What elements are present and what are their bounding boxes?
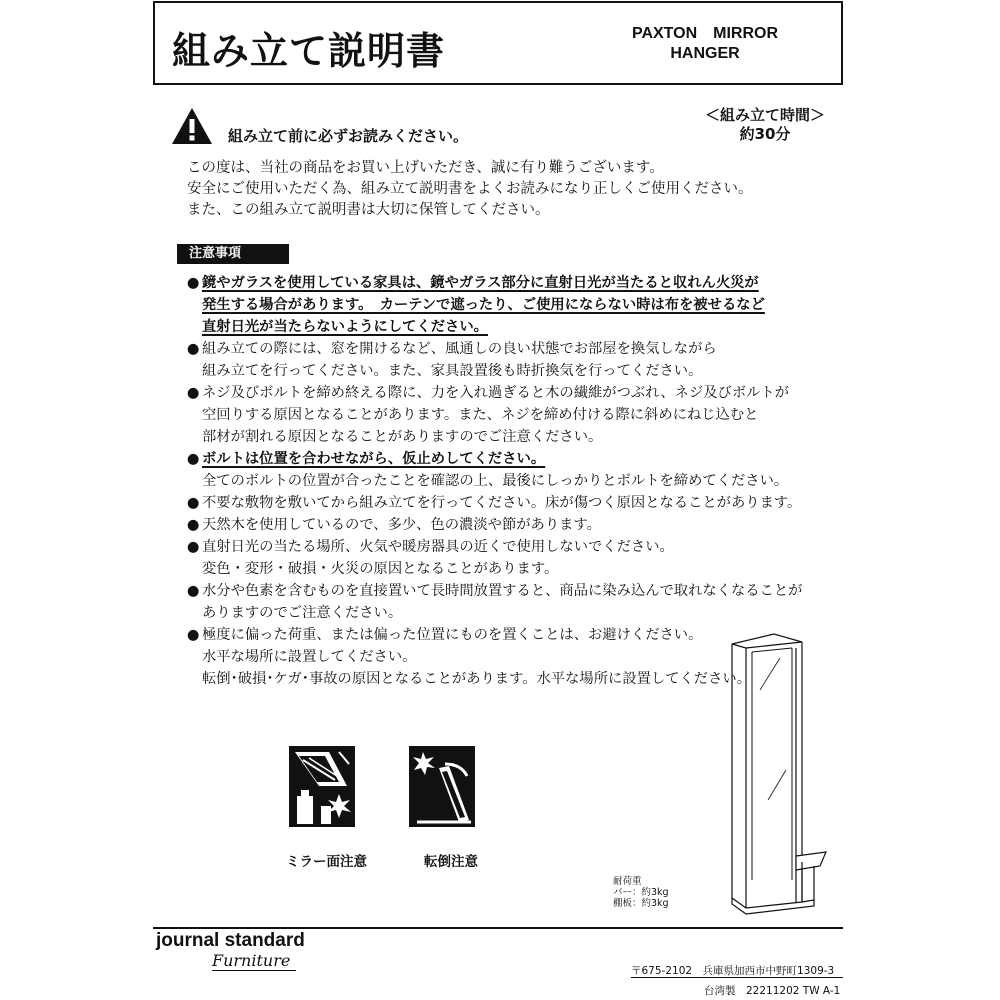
caution-item [187, 338, 802, 360]
caution-text: 直射日光が当たらないようにしてください。 [202, 319, 488, 335]
caution-line: 全てのボルトの位置が合ったことを確認の上、最後にしっかりとボルトを締めてください。 [202, 473, 789, 489]
company-address: 〒675-2102 兵庫県加西市中野町1309-3 [631, 965, 835, 977]
caution-text: 直射日光の当たる場所、火気や暖房器具の近くで使用しないでください。 [202, 539, 674, 555]
intro-line: 安全にご使用いただく為、組み立て説明書をよくお読みになり正しくご使用ください。 [187, 181, 753, 197]
caution-list [187, 272, 802, 690]
product-name: PAXTON MIRROR HANGER [631, 25, 779, 62]
bullet: ● [187, 451, 200, 467]
brand-sub-logo: Furniture [212, 951, 291, 970]
topple-caution-label: 転倒注意 [424, 854, 478, 870]
caution-line: 空回りする原因となることがあります。また、ネジを締め付ける際に斜めにねじ込むと [202, 407, 759, 423]
caution-line [187, 294, 802, 316]
caution-line: ありますのでご注意ください。 [202, 605, 403, 621]
bullet: ● [187, 495, 200, 511]
caution-text: ボルトは位置を合わせながら、仮止めしてください。 [202, 451, 546, 467]
caution-item [187, 536, 802, 558]
caution-line [187, 316, 802, 338]
footer-divider [153, 927, 843, 929]
caution-item [187, 492, 802, 514]
caution-text: 極度に偏った荷重、または偏った位置にものを置くことは、お避けください。 [202, 627, 703, 643]
caution-item [187, 272, 802, 294]
topple-caution-icon [409, 746, 475, 827]
warning-triangle-icon [170, 106, 214, 146]
bullet: ● [187, 341, 200, 357]
intro-line: また、この組み立て説明書は大切に保管してください。 [187, 202, 550, 218]
caution-line: 組み立てを行ってください。また、家具設置後も時折換気を行ってください。 [202, 363, 703, 379]
caution-item [187, 382, 802, 404]
caution-item [187, 580, 802, 602]
load-capacity [613, 876, 669, 909]
origin-code: 台湾製 22211202 TW A-1 [704, 985, 841, 997]
assembly-time-label: ＜組み立て時間＞ [704, 106, 825, 124]
mirror-caution-label: ミラー面注意 [286, 854, 367, 870]
load-capacity-title: 耐荷重 [613, 876, 642, 887]
bullet: ● [187, 385, 200, 401]
caution-text: 組み立ての際には、窓を開けるなど、風通しの良い状態でお部屋を換気しながら [202, 341, 717, 357]
bullet: ● [187, 627, 200, 643]
caution-line: 水平な場所に設置してください。 [202, 649, 417, 665]
caution-item [187, 514, 802, 536]
caution-line: 転倒･破損･ケガ･事故の原因となることがあります。水平な場所に設置してください。 [202, 671, 751, 687]
warning-text: 組み立て前に必ずお読みください。 [228, 127, 469, 145]
caution-text: ネジ及びボルトを締め終える際に、力を入れ過ぎると木の繊維がつぶれ、ネジ及びボルトが [202, 385, 790, 401]
caution-text: 不要な敷物を敷いてから組み立てを行ってください。床が傷つく原因となることがあります。 [202, 495, 802, 511]
mirror-caution-icon [289, 746, 355, 827]
caution-text: 鏡やガラスを使用している家具は、鏡やガラス部分に直射日光が当たると収れん火災が [202, 275, 759, 291]
caution-text: 発生する場合があります。 カーテンで遮ったり、ご使用にならない時は布を被せるなど [202, 297, 765, 313]
mirror-hanger-illustration [730, 630, 840, 920]
caution-item [187, 624, 802, 646]
caution-item [187, 448, 802, 470]
address-divider [631, 977, 843, 978]
caution-badge: 注意事項 [177, 244, 289, 264]
bullet: ● [187, 517, 200, 533]
assembly-time-value: 約30分 [739, 125, 791, 143]
bullet: ● [187, 583, 200, 599]
bullet: ● [187, 539, 200, 555]
load-capacity-bar: バー：約3kg [613, 887, 669, 898]
brand-logo: journal standard [156, 930, 305, 951]
caution-line: 部材が割れる原因となることがありますのでご注意ください。 [202, 429, 603, 445]
bullet: ● [187, 275, 200, 291]
document-title: 組み立て説明書 [172, 29, 446, 73]
caution-text: 水分や色素を含むものを直接置いて長時間放置すると、商品に染み込んで取れなくなることが [202, 583, 803, 599]
load-capacity-shelf: 棚板：約3kg [613, 898, 669, 909]
intro-paragraph [187, 158, 753, 221]
intro-line: この度は、当社の商品をお買い上げいただき、誠に有り難うございます。 [187, 160, 664, 176]
caution-text: 天然木を使用しているので、多少、色の濃淡や節があります。 [202, 517, 601, 533]
assembly-time [686, 106, 844, 144]
brand-sub-underline [212, 970, 296, 971]
caution-line: 変色・変形・破損・火災の原因となることがあります。 [202, 561, 559, 577]
